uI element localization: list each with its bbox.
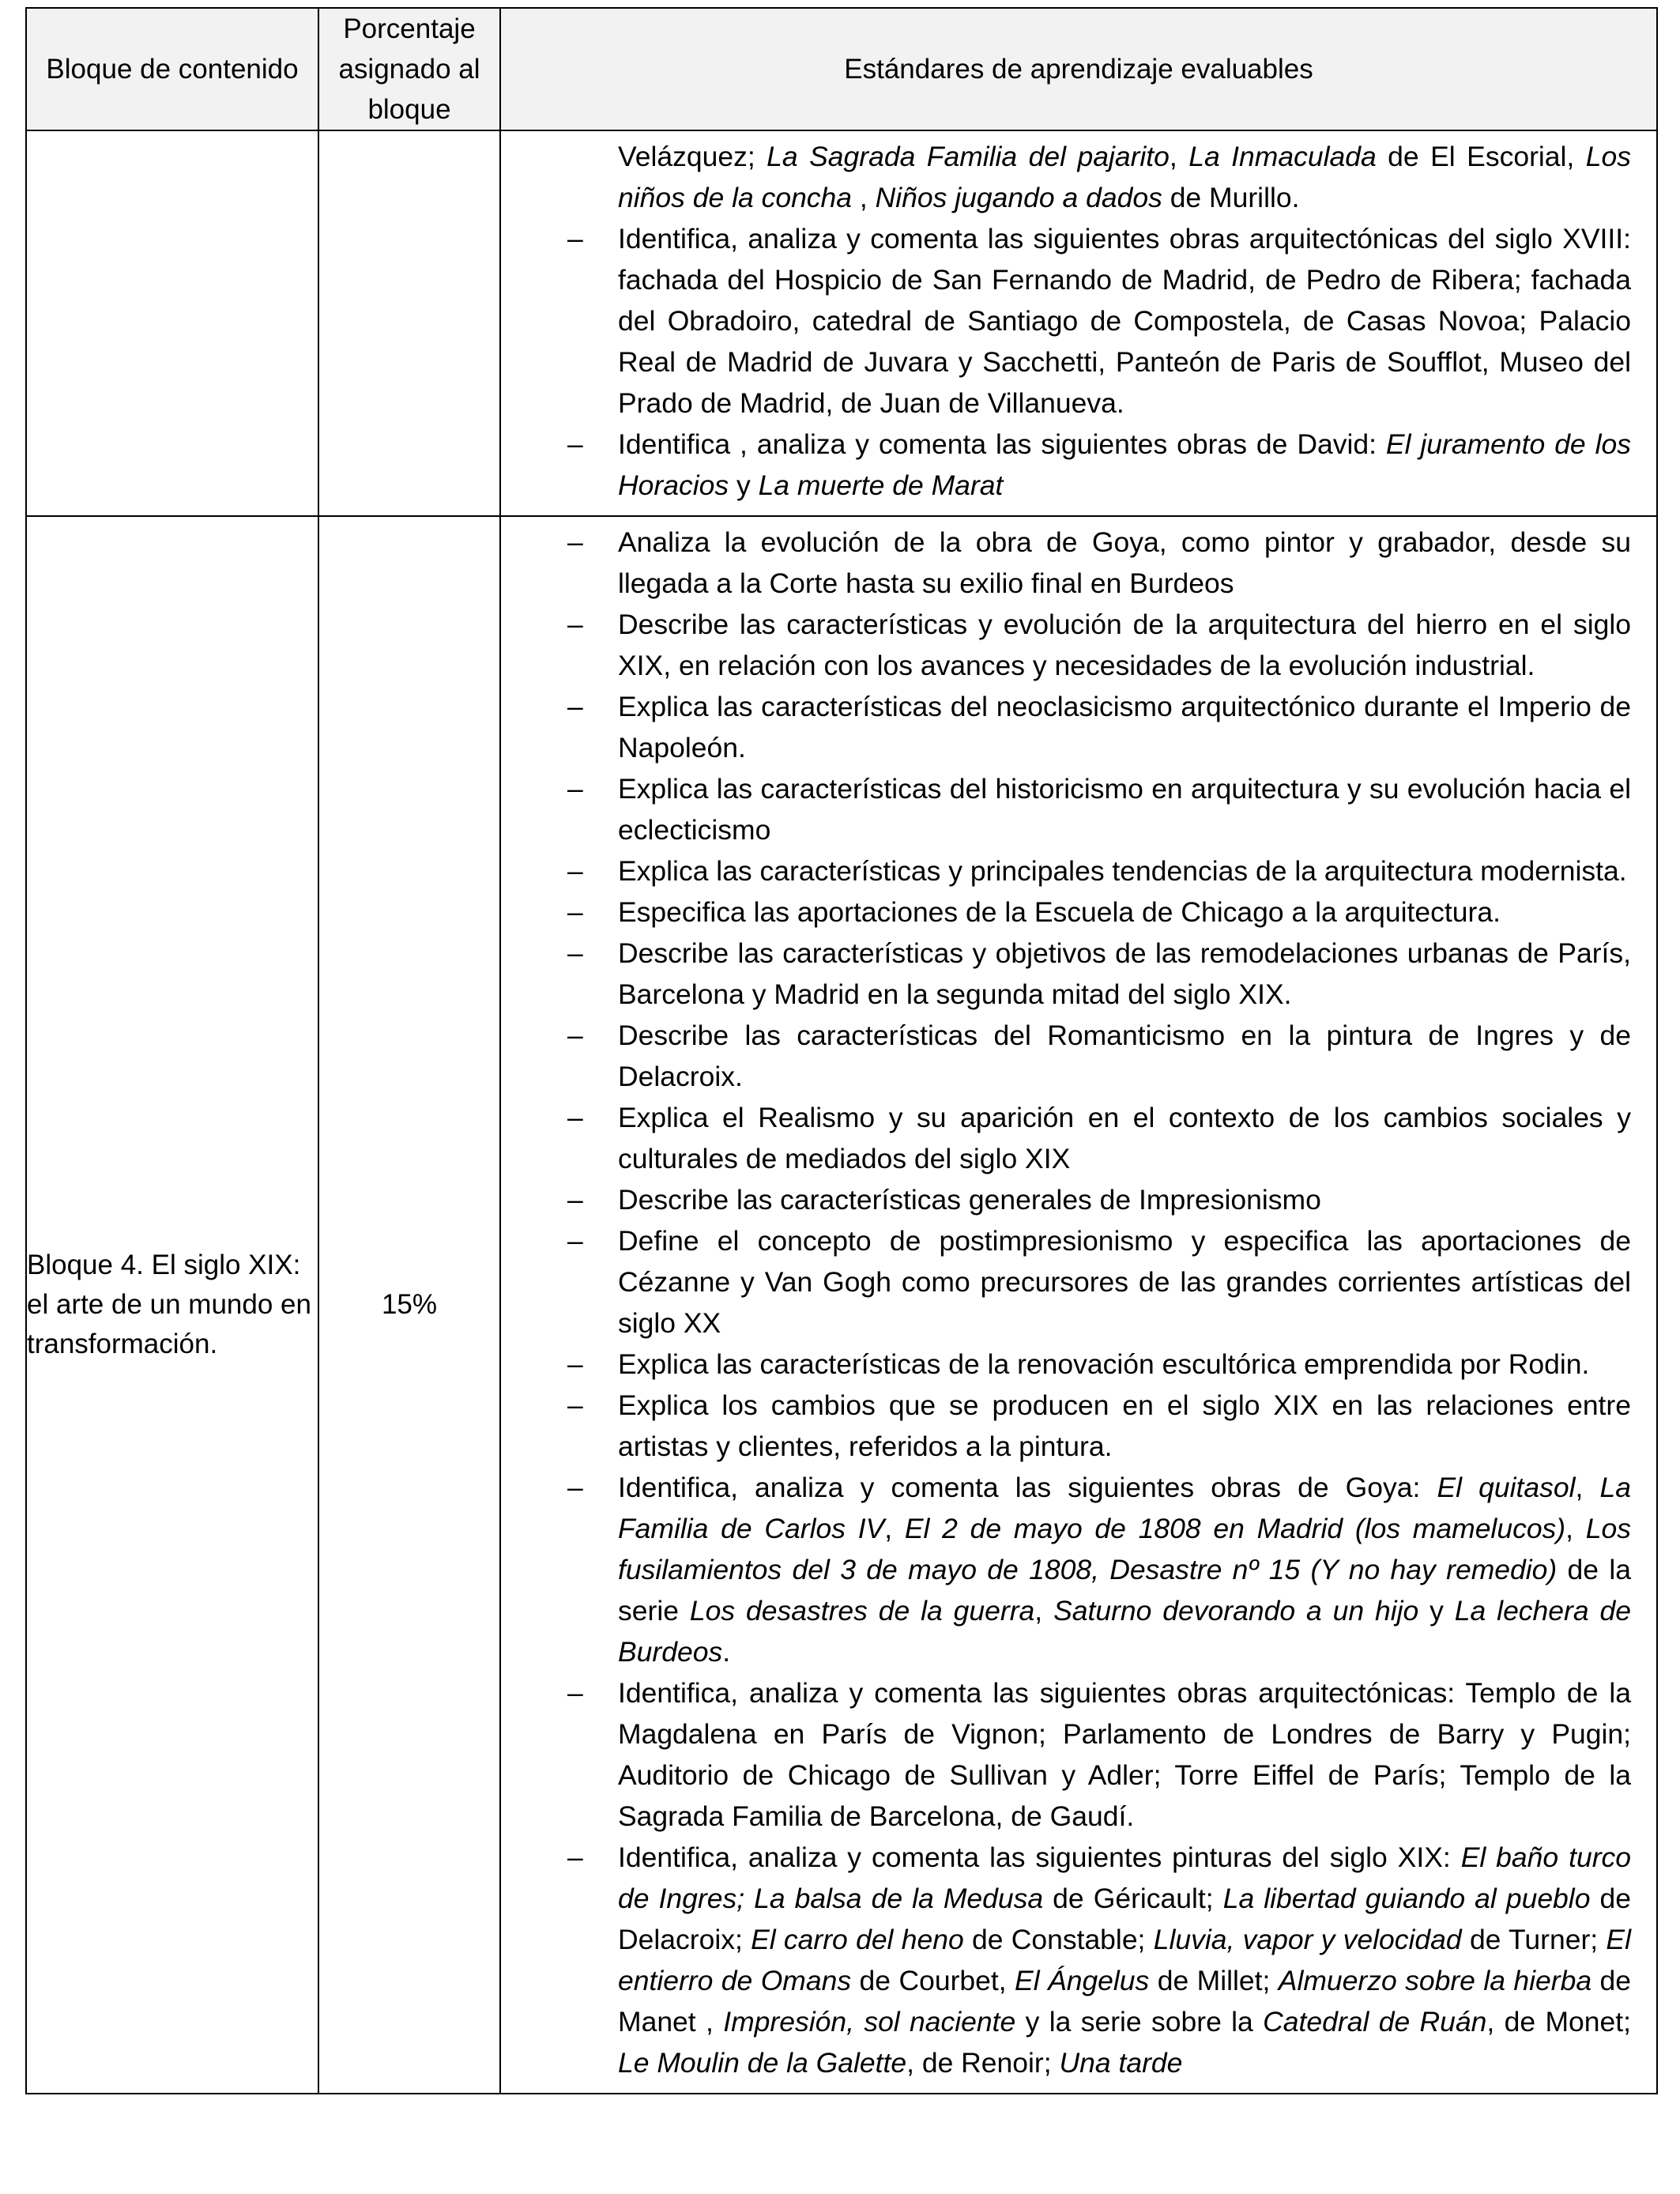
standard-text: de Constable;	[963, 1924, 1154, 1955]
standard-text: de la serie	[618, 1554, 1631, 1627]
work-title: La Familia de Carlos IV	[618, 1472, 1631, 1544]
standard-text: Define el concepto de postimpresionismo y especifica las aportaciones de Cézanne y Van Gogh como precursores de las grandes corrientes artísticas del siglo XX	[618, 1225, 1631, 1339]
standard-text: Explica las características de la renovación escultórica emprendida por Rodin.	[618, 1348, 1590, 1380]
standards-table	[25, 7, 1658, 2094]
standard-item	[501, 522, 1631, 604]
standard-text: de Courbet,	[851, 1965, 1015, 1996]
standard-text: Velázquez;	[618, 141, 767, 172]
standard-text: de Delacroix;	[618, 1883, 1631, 1955]
standard-text: ,	[1169, 141, 1189, 172]
standard-item	[501, 1837, 1631, 2083]
standard-text: Explica las características y principales tendencias de la arquitectura modernista.	[618, 855, 1627, 887]
work-title: Saturno devorando a un hijo	[1053, 1595, 1419, 1627]
standard-text: Identifica, analiza y comenta las siguientes pinturas del siglo XIX:	[618, 1842, 1461, 1873]
percentage-cell	[318, 130, 500, 516]
standard-text: ,	[1565, 1513, 1586, 1544]
standard-text: Analiza la evolución de la obra de Goya, como pintor y grabador, desde su llegada a la Corte hasta su exilio final en Burdeos	[618, 526, 1631, 599]
work-title: El Ángelus	[1015, 1965, 1150, 1996]
work-title: El baño turco de Ingres; La balsa de la Medusa	[618, 1842, 1632, 1914]
standard-text: Describe las características del Romanticismo en la pintura de Ingres y de Delacroix.	[618, 1020, 1631, 1092]
header-percentage: Porcentaje asignado al bloque	[318, 8, 500, 130]
standard-item	[501, 1015, 1631, 1097]
work-title: La lechera de Burdeos	[618, 1595, 1631, 1668]
standard-item	[501, 933, 1631, 1015]
standard-text: de Manet ,	[618, 1965, 1631, 2038]
standard-text: Describe las características generales de Impresionismo	[618, 1184, 1321, 1216]
header-block: Bloque de contenido	[26, 8, 318, 130]
standard-text: y	[1418, 1595, 1455, 1627]
standard-text: Explica el Realismo y su aparición en el contexto de los cambios sociales y culturales de mediados del siglo XIX	[618, 1102, 1631, 1174]
standard-item	[501, 686, 1631, 768]
standards-list	[501, 517, 1656, 2093]
work-title: La Sagrada Familia del pajarito	[767, 141, 1170, 172]
standard-text: Identifica, analiza y comenta las siguientes obras arquitectónicas del siglo XVIII: fachada del Hospicio de San Fernando de Madrid, de Pedro de Ribera; fachada del Obradoiro, catedral de Santiago de Compostela, de Casas Novoa; Palacio Real de Madrid de Juvara y Sacchetti, Panteón de Paris de Soufflot, Museo del Prado de Madrid, de Juan de Villanueva.	[618, 223, 1631, 419]
standard-text: Explica los cambios que se producen en el siglo XIX en las relaciones entre artistas y clientes, referidos a la pintura.	[618, 1389, 1631, 1462]
work-title: Una tarde	[1059, 2047, 1183, 2079]
standard-text: ,	[884, 1513, 905, 1544]
work-title: Niños jugando a dados	[875, 182, 1162, 213]
table-row-continuation	[26, 130, 1657, 516]
work-title: Los desastres de la guerra	[689, 1595, 1035, 1627]
standard-text: Especifica las aportaciones de la Escuela de Chicago a la arquitectura.	[618, 896, 1501, 928]
standard-text: Describe las características y evolución de la arquitectura del hierro en el siglo XIX, en relación con los avances y necesidades de la evolución industrial.	[618, 609, 1631, 681]
standard-text: de El Escorial,	[1376, 141, 1586, 172]
standard-item	[501, 1385, 1631, 1467]
work-title: La Inmaculada	[1188, 141, 1377, 172]
standard-item	[501, 1467, 1631, 1672]
work-title: Los niños de la concha	[618, 141, 1631, 213]
standard-item	[501, 850, 1631, 892]
standard-text: Explica las características del neoclasicismo arquitectónico durante el Imperio de Napoleón.	[618, 691, 1631, 763]
standard-text: , de Monet;	[1486, 2006, 1632, 2038]
standard-item	[501, 1672, 1631, 1837]
standard-item	[501, 424, 1631, 506]
standard-text: y la serie sobre la	[1015, 2006, 1264, 2038]
standard-item	[501, 768, 1631, 850]
standard-text: Identifica, analiza y comenta las siguientes obras arquitectónicas: Templo de la Magdalena en París de Vignon; Parlamento de Londres de Barry y Pugin; Auditorio de Chicago de Sullivan y Adler; Torre Eiffel de París; Templo de la Sagrada Familia de Barcelona, de Gaudí.	[618, 1677, 1631, 1832]
standards-cell	[500, 516, 1657, 2094]
work-title: Impresión, sol naciente	[723, 2006, 1016, 2038]
standard-text: y	[729, 469, 759, 501]
standard-item	[501, 1220, 1631, 1344]
standard-text: ,	[1575, 1472, 1600, 1503]
standard-item	[501, 604, 1631, 686]
percentage-cell: 15%	[318, 516, 500, 2094]
standard-item	[501, 136, 1631, 218]
standard-item	[501, 1344, 1631, 1385]
work-title: La libertad guiando al pueblo	[1222, 1883, 1591, 1914]
standard-item	[501, 1179, 1631, 1220]
work-title: El 2 de mayo de 1808 en Madrid (los mamelucos)	[904, 1513, 1566, 1544]
standard-item	[501, 1097, 1631, 1179]
work-title: Catedral de Ruán	[1263, 2006, 1487, 2038]
work-title: El carro del heno	[751, 1924, 964, 1955]
standards-cell	[500, 130, 1657, 516]
standards-list	[501, 131, 1656, 515]
standard-text: de Millet;	[1149, 1965, 1279, 1996]
standard-text: .	[722, 1636, 731, 1668]
table-row-block-4	[26, 516, 1657, 2094]
work-title: El quitasol	[1437, 1472, 1576, 1503]
standard-text: ,	[852, 182, 876, 213]
work-title: La muerte de Marat	[758, 469, 1004, 501]
standard-text: de Turner;	[1461, 1924, 1607, 1955]
block-cell	[26, 130, 318, 516]
standard-text: , de Renoir;	[906, 2047, 1060, 2079]
standard-text: Identifica , analiza y comenta las siguientes obras de David:	[618, 428, 1386, 460]
work-title: Los fusilamientos del 3 de mayo de 1808, Desastre nº 15 (Y no hay remedio)	[618, 1513, 1631, 1585]
standard-text: de Géricault;	[1043, 1883, 1223, 1914]
standard-text: de Murillo.	[1162, 182, 1300, 213]
work-title: Le Moulin de la Galette	[618, 2047, 907, 2079]
standard-text: ,	[1034, 1595, 1054, 1627]
header-standards: Estándares de aprendizaje evaluables	[500, 8, 1657, 130]
work-title: El juramento de los Horacios	[618, 428, 1631, 501]
work-title: El entierro de Omans	[618, 1924, 1631, 1996]
work-title: Almuerzo sobre la hierba	[1278, 1965, 1592, 1996]
standard-text: Explica las características del historicismo en arquitectura y su evolución hacia el eclecticismo	[618, 773, 1631, 846]
work-title: Lluvia, vapor y velocidad	[1153, 1924, 1462, 1955]
header-row	[26, 8, 1657, 130]
standard-item	[501, 218, 1631, 424]
standard-text: Identifica, analiza y comenta las siguientes obras de Goya:	[618, 1472, 1437, 1503]
block-cell: Bloque 4. El siglo XIX: el arte de un mundo en transformación.	[26, 516, 318, 2094]
standard-item	[501, 892, 1631, 933]
standard-text: Describe las características y objetivos de las remodelaciones urbanas de París, Barcelona y Madrid en la segunda mitad del siglo XIX.	[618, 937, 1631, 1010]
